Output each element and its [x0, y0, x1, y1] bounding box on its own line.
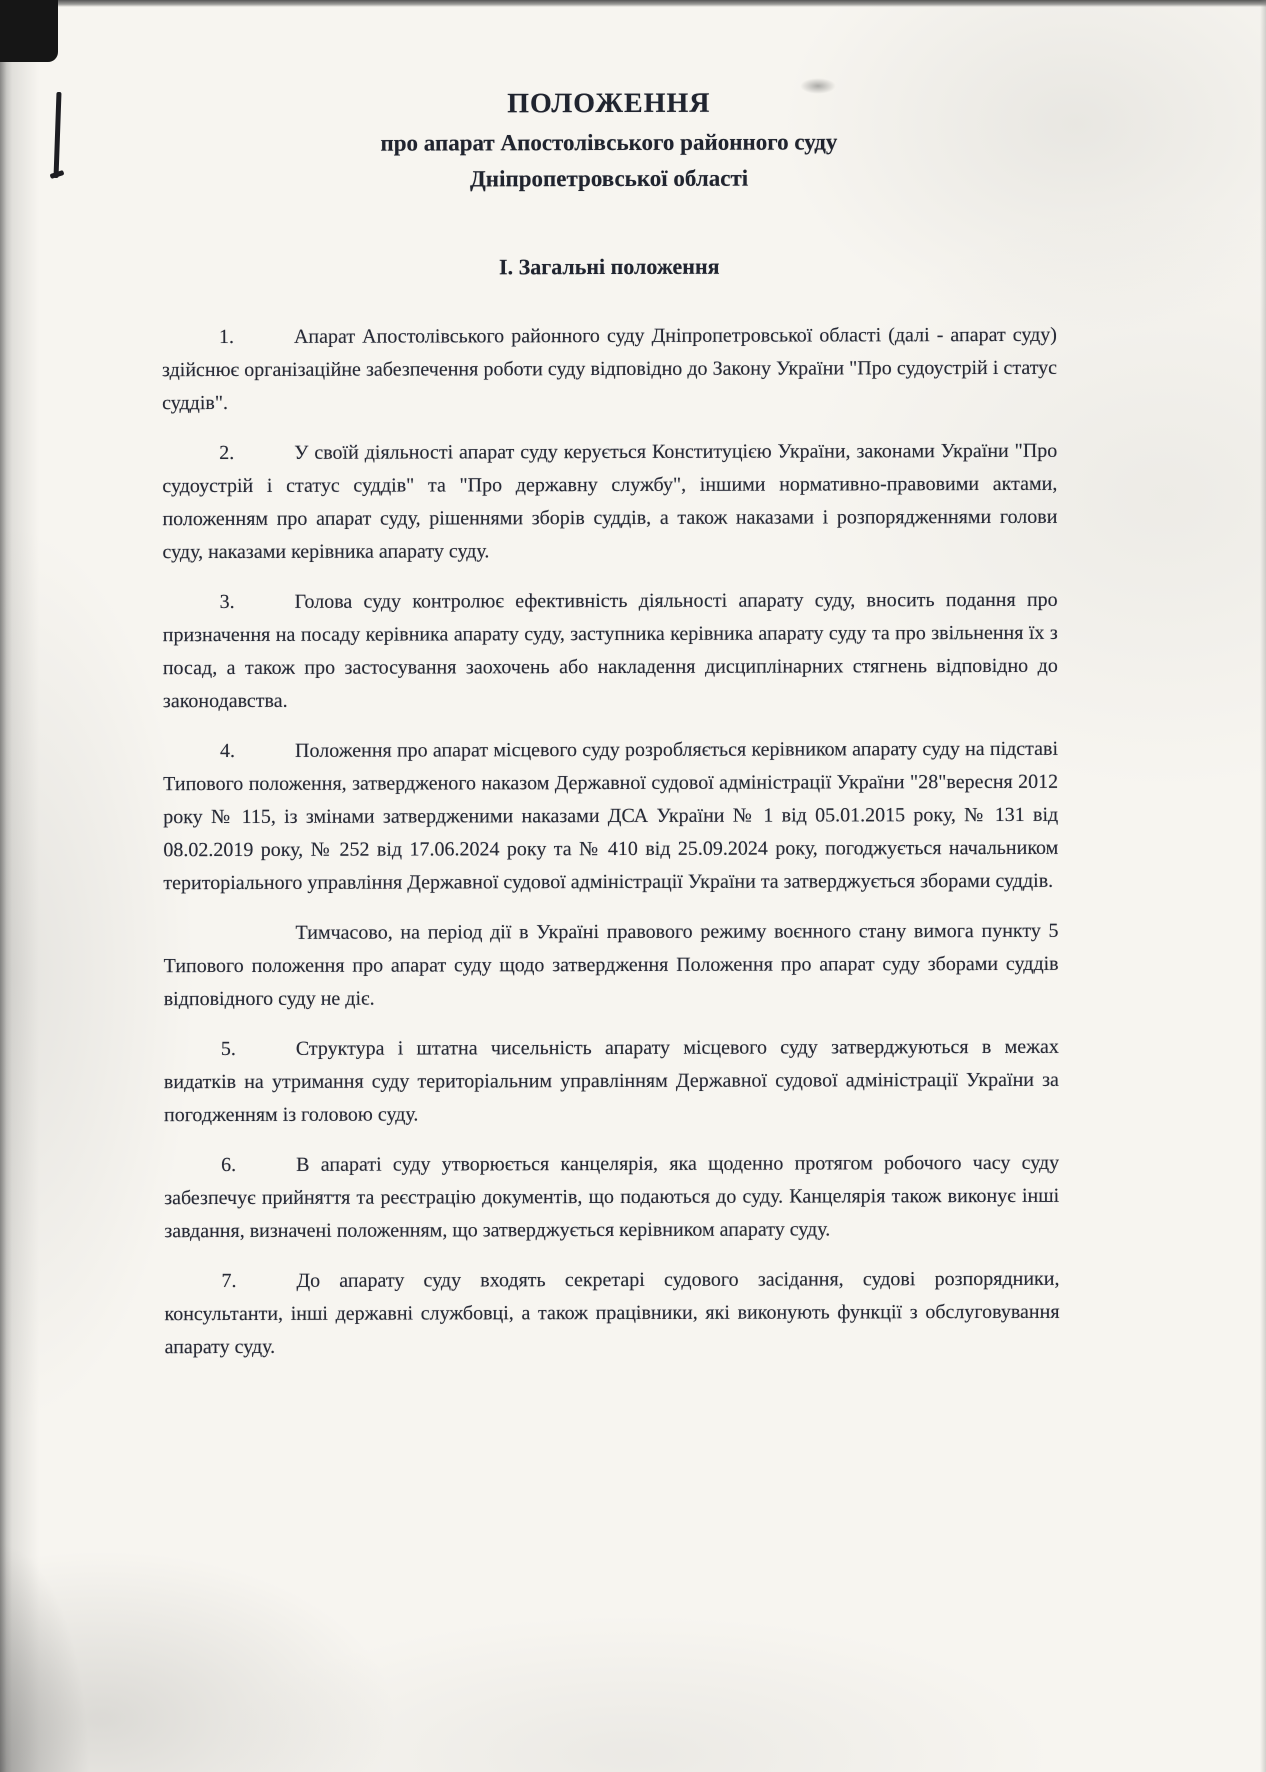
- paragraph-list: [162, 319, 1060, 1364]
- scan-corner-artifact: [0, 0, 58, 62]
- paragraph-number: 6.: [221, 1153, 237, 1177]
- paragraph-text: Голова суду контролює ефективність діяльності апарату суду, вносить подання про призначення на посаду керівника апарату суду, заступника керівника апарату суду та про звільнення їх з посад, а також про застосування заохочень або накладення дисциплінарних стягнень відповідно до законодавства.: [162, 588, 1058, 713]
- scan-left-shading-artifact: [0, 60, 46, 1772]
- staple-mark-foot: [50, 170, 65, 179]
- scan-left-edge-artifact: [0, 0, 12, 1772]
- paragraph-number: 7.: [221, 1269, 237, 1293]
- paragraph-text: Структура і штатна чисельність апарату місцевого суду затверджуються в межах видатків на утримання суду територіальним управлінням Державної судової адміністрації України за погодженням із головою суду.: [163, 1035, 1059, 1127]
- paragraph-number: 1.: [218, 325, 234, 349]
- paragraph-number: 2.: [219, 441, 235, 465]
- paragraph-text: До апарату суду входять секретарі судового засідання, судові розпорядники, консультанти, інші державні службовці, а також працівники, які виконують функції з обслуговування апарату суду.: [164, 1267, 1060, 1359]
- staple-mark: [54, 92, 62, 178]
- section-heading: І. Загальні положення: [498, 253, 720, 280]
- paragraph: [164, 1147, 1059, 1248]
- scan-top-edge-artifact: [0, 0, 1266, 7]
- paragraph-text: Апарат Апостолівського районного суду Дніпропетровської області (далі - апарат суду) здійснює організаційне забезпечення роботи суду відповідно до Закону України "Про судоустрій і статус суддів".: [162, 323, 1058, 415]
- paragraph: [164, 1263, 1059, 1364]
- paragraph: [162, 435, 1057, 569]
- scan-right-edge-artifact: [1260, 0, 1266, 1772]
- paragraph: [162, 319, 1057, 420]
- paragraph-text: В апараті суду утворюється канцелярія, яка щоденно протягом робочого часу суду забезпечує прийняття та реєстрацію документів, що подаються до суду. Канцелярія також виконує інші завдання, визначені положенням, що затверджується керівником апарату суду.: [164, 1151, 1060, 1243]
- paragraph: [163, 733, 1058, 900]
- paragraph-text: У своїй діяльності апарат суду керується Конституцією України, законами України "Про судоустрій і статус суддів" та "Про державну службу", іншими нормативно-правовими актами, положенням про апарат суду, рішеннями зборів суддів, а також наказами і розпорядженнями голови суду, наказами керівника апарату суду.: [162, 439, 1058, 564]
- paragraph: [164, 1031, 1059, 1132]
- paragraph-number: 4.: [220, 739, 236, 763]
- paragraph-number: 3.: [219, 590, 235, 614]
- paragraph-text: Положення про апарат місцевого суду розробляється керівником апарату суду на підставі Типового положення, затвердженого наказом Державної судової адміністрації України "28"вересня 2012 року № 115, із змінами затвердженими наказами ДСА України № 1 від 05.01.2015 року, № 131 від 08.02.2019 року, № 252 від 17.06.2024 року та № 410 від 25.09.2024 року, погоджується начальником територіального управління Державної судової адміністрації України та затверджується зборами суддів.: [163, 737, 1059, 895]
- paragraph: [163, 915, 1058, 1016]
- paragraph-text: Тимчасово, на період дії в Україні правового режиму воєнного стану вимога пункту 5 Типового положення про апарат суду щодо затвердження Положення про апарат суду зборами суддів відповідного суду не діє.: [163, 919, 1059, 1011]
- paragraph: [163, 584, 1058, 718]
- document-subtitle-line1: про апарат Апостолівського районного суду: [380, 129, 838, 156]
- document-title: ПОЛОЖЕННЯ: [507, 87, 711, 120]
- paragraph-number: 5.: [220, 1037, 236, 1061]
- document-content: [161, 87, 1059, 1381]
- document-subtitle-line2: Дніпропетровської області: [469, 165, 749, 192]
- scan-bottom-smudge-artifact: [0, 1542, 90, 1772]
